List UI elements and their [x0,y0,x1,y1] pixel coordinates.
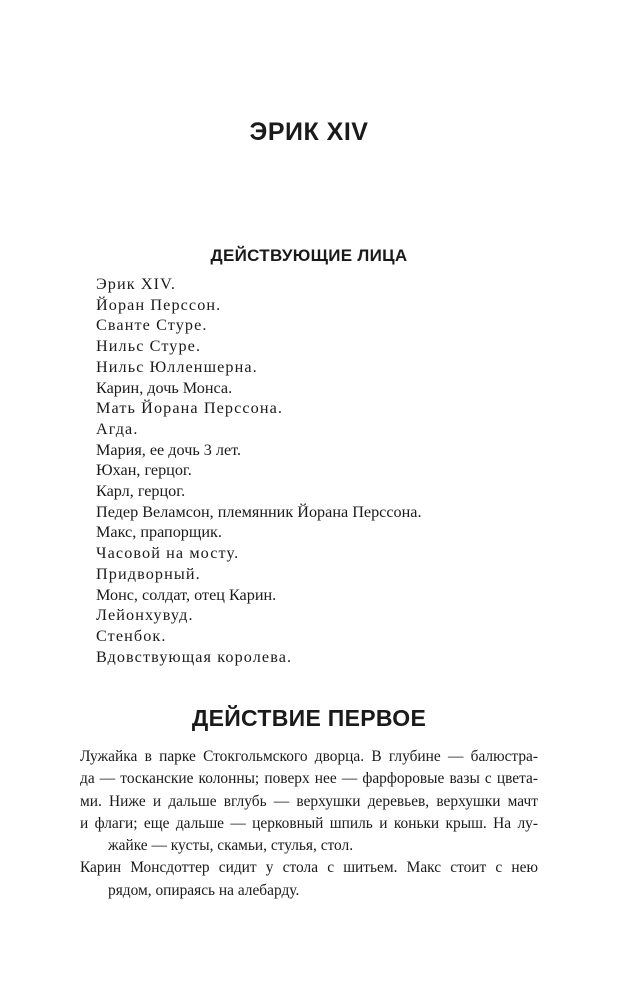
cast-member: Эрик XIV. [96,275,176,293]
cast-member: Макс, прапорщик. [96,523,222,542]
cast-member: Педер Веламсон, племянник Йорана Перссона. [96,502,422,521]
cast-member: Карл, герцог. [96,482,186,501]
cast-member: Мария, ее дочь 3 лет. [96,440,242,459]
cast-member: Часовой на мосту. [96,544,240,563]
cast-member: Агда. [96,419,139,438]
stage-direction [80,746,538,902]
stage-line: Карин Монсдоттер сидит у стола с шитьем. Макс стоит с нею [80,859,538,877]
stage-line: да — тосканские колонны; поверх нее — фарфоровые вазы с цвета- [80,770,538,788]
play-title: ЭРИК XIV [249,118,369,146]
stage-line: Лужайка в парке Стокгольмского дворца. В глубине — балюстра- [80,748,538,765]
cast-member: Карин, дочь Монса. [96,378,233,397]
cast-member: Вдовствующая королева. [96,647,293,666]
act-heading: ДЕЙСТВИЕ ПЕРВОЕ [191,705,427,731]
cast-member: Юхан, герцог. [96,461,192,480]
cast-member: Лейонхувуд. [96,606,194,625]
cast-member: Нильс Юлленшерна. [96,357,258,376]
cast-list [96,274,422,667]
stage-line: жайке — кусты, скамьи, стулья, стол. [108,837,354,855]
stage-line: и флаги; еще дальше — церковный шпиль и коньки крыш. На лу- [80,814,538,832]
cast-member: Придворный. [96,564,201,583]
cast-member: Нильс Стуре. [96,337,202,356]
cast-heading: ДЕЙСТВУЮЩИЕ ЛИЦА [210,246,408,265]
stage-line: ми. Ниже и дальше вглубь — верхушки деревьев, верхушки мачт [80,792,538,810]
cast-member: Мать Йорана Перссона. [96,399,284,418]
cast-member: Монс, солдат, отец Карин. [96,585,277,604]
stage-line: рядом, опираясь на алебарду. [108,881,300,899]
cast-member: Стенбок. [96,626,167,645]
cast-member: Йоран Перссон. [96,295,222,314]
cast-member: Сванте Стуре. [96,316,208,335]
